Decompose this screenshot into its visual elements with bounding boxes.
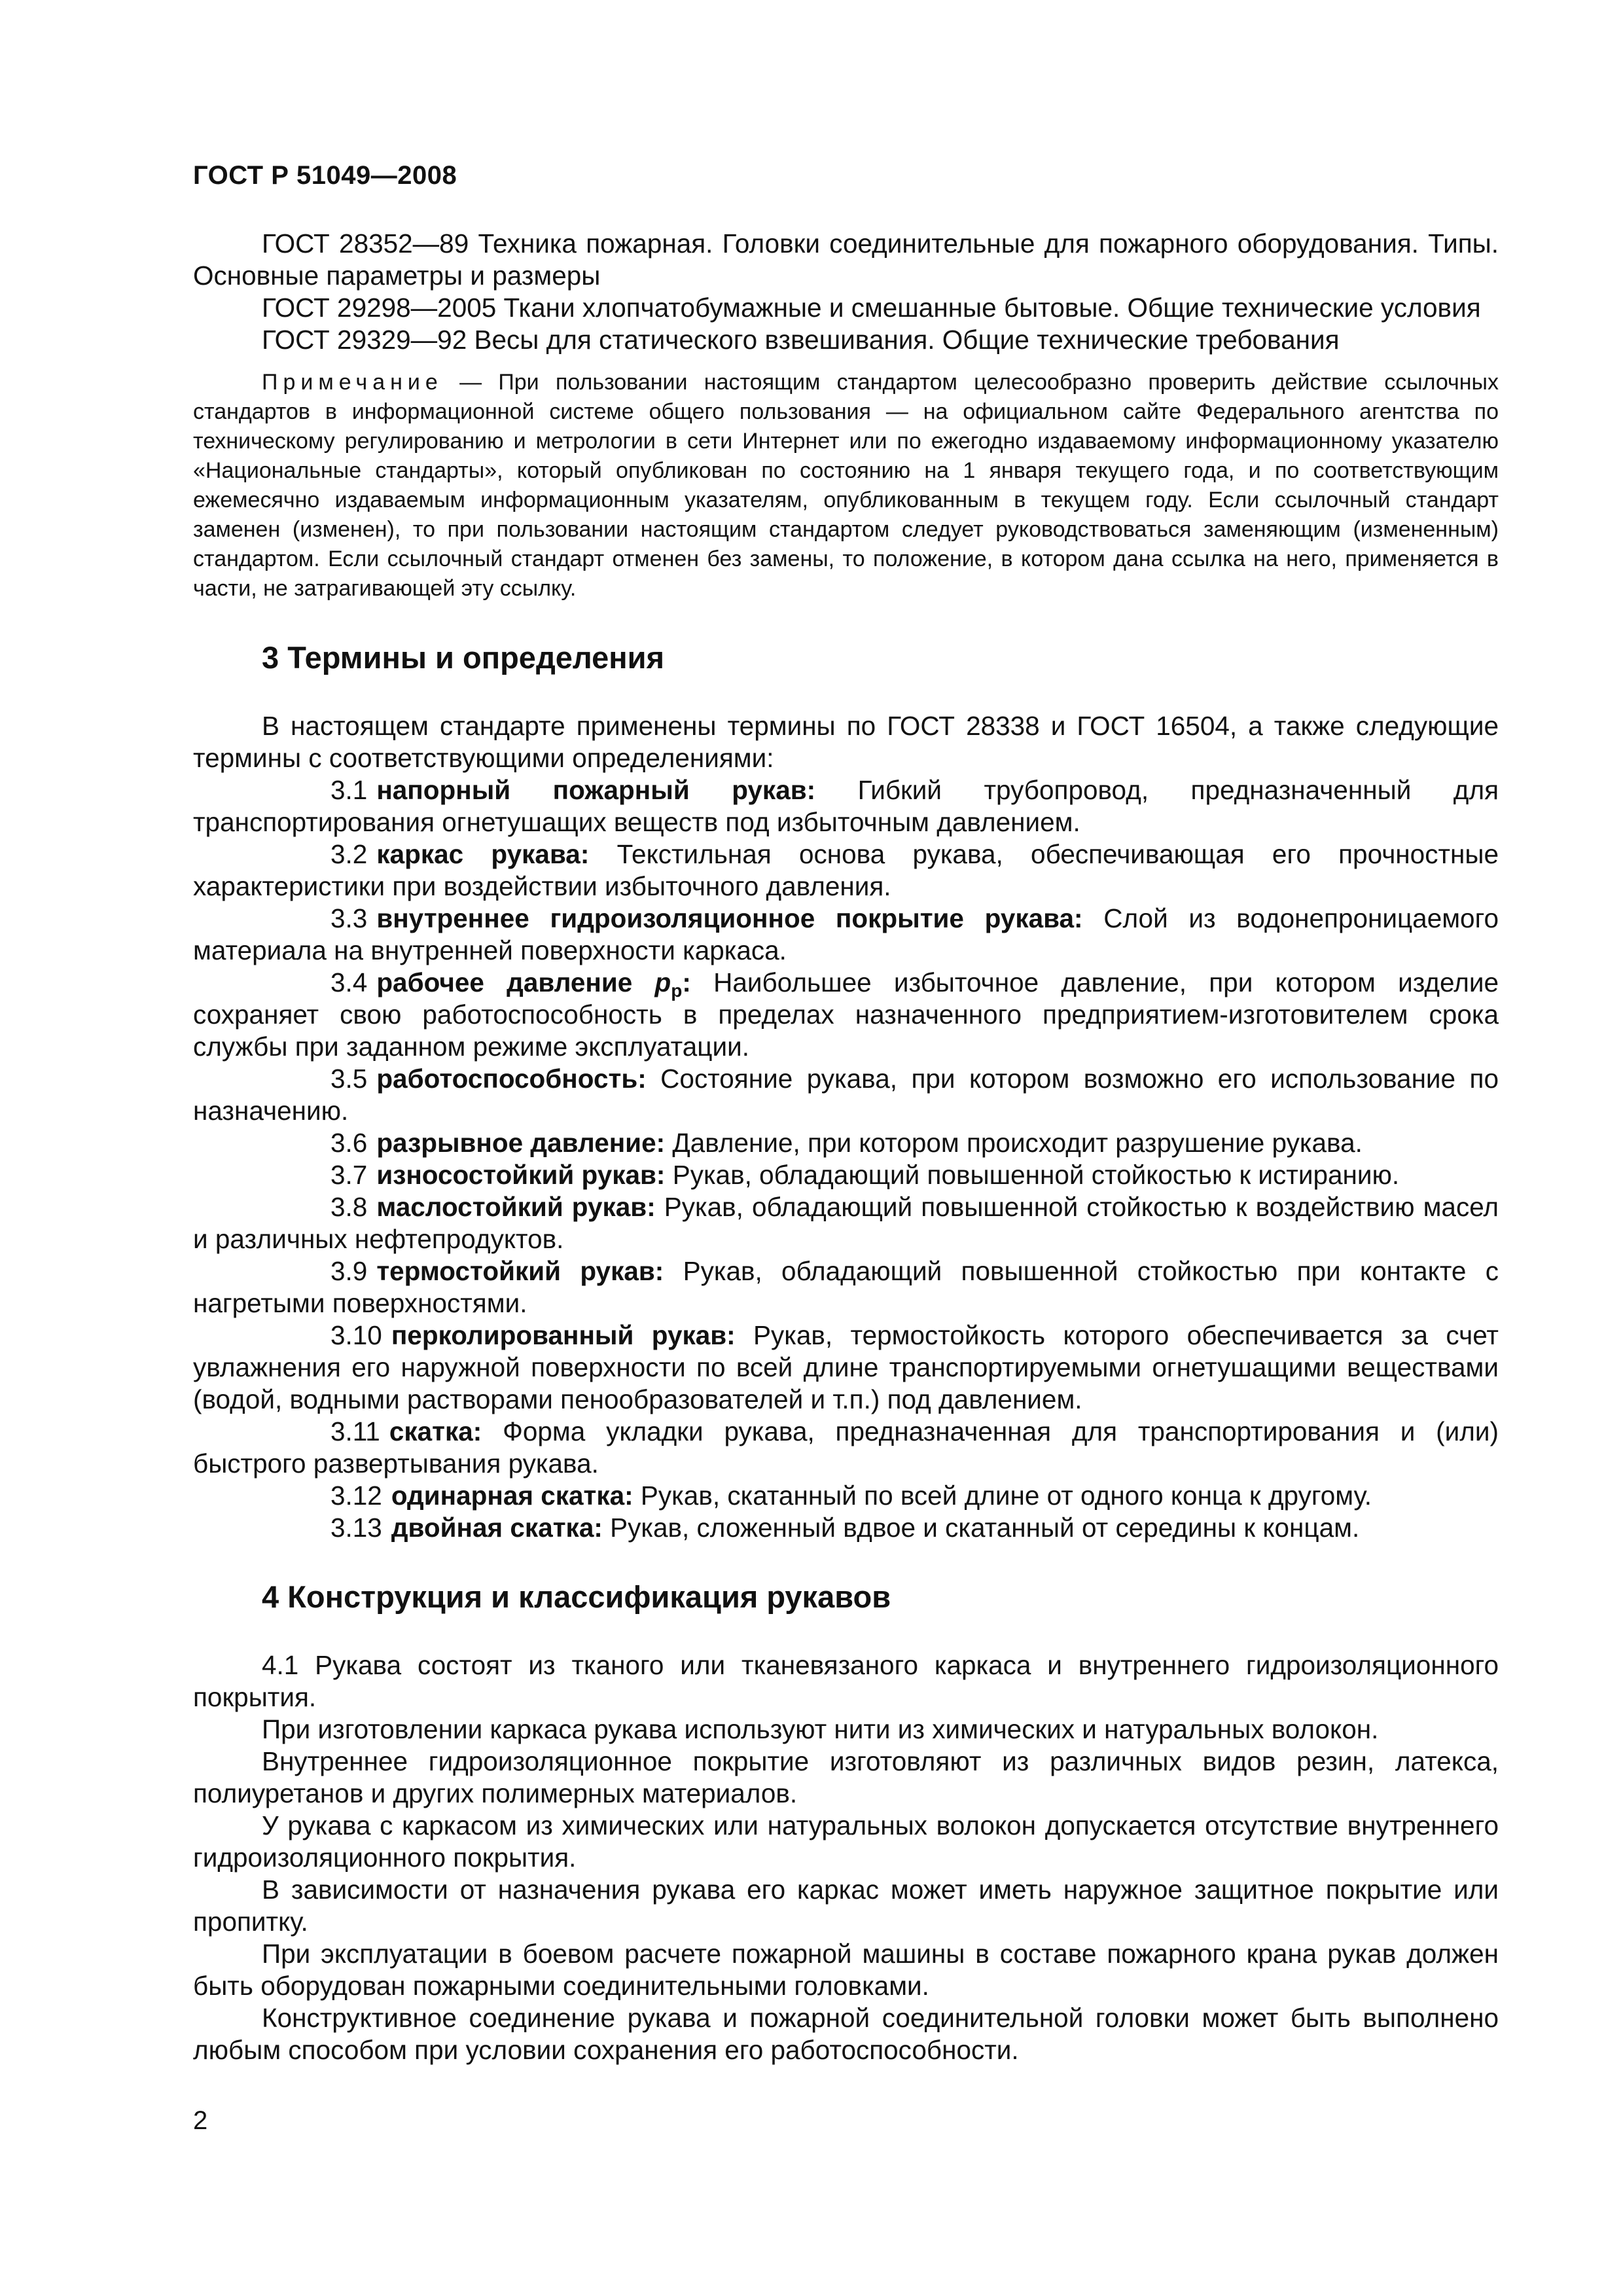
paragraph: При эксплуатации в боевом расчете пожарной машины в составе пожарного крана рукав должен быть оборудован пожарными соединительными головками. bbox=[193, 1939, 1499, 2001]
term-name: термостойкий рукав: bbox=[376, 1256, 664, 1286]
term-name: двойная скатка: bbox=[391, 1513, 603, 1543]
term-number: 3.5 bbox=[330, 1064, 368, 1094]
term-number: 3.3 bbox=[330, 903, 368, 933]
paragraph: В зависимости от назначения рукава его каркас может иметь наружное защитное покрытие или пропитку. bbox=[193, 1874, 1499, 1937]
term-number: 3.10 bbox=[330, 1320, 382, 1350]
term-definition-text: Гибкий трубопровод, предназначенный для транспортирования огнетушащих веществ под избыточным давлением. bbox=[193, 775, 1499, 837]
term-definition-text: Рукав, сложенный вдвое и скатанный от середины к концам. bbox=[602, 1513, 1360, 1543]
note-paragraph bbox=[193, 368, 1499, 603]
section-4-body bbox=[193, 1649, 1499, 2066]
term-name: рабочее давление bbox=[376, 967, 633, 997]
reference-item: ГОСТ 29329—92 Весы для статического взвешивания. Общие технические требования bbox=[262, 325, 1340, 355]
term-name: напорный пожарный рукав: bbox=[376, 775, 816, 805]
section-intro: В настоящем стандарте применены термины по ГОСТ 28338 и ГОСТ 16504, а также следующие термины с соответствующими определениями: bbox=[193, 711, 1499, 773]
term-number: 3.4 bbox=[330, 967, 368, 997]
term-definition-text: Рукав, обладающий повышенной стойкостью при контакте с нагретыми поверхностями. bbox=[193, 1256, 1499, 1318]
term-definition bbox=[193, 1416, 1499, 1480]
term-definition bbox=[193, 1255, 1499, 1319]
paragraph: При изготовлении каркаса рукава используют нити из химических и натуральных волокон. bbox=[262, 1714, 1379, 1744]
term-number: 3.2 bbox=[330, 839, 368, 869]
page-number: 2 bbox=[193, 2106, 208, 2135]
term-definition bbox=[193, 774, 1499, 838]
term-number: 3.1 bbox=[330, 775, 368, 805]
term-definition bbox=[193, 1159, 1499, 1191]
term-name: каркас рукава: bbox=[376, 839, 590, 869]
term-number: 3.12 bbox=[330, 1480, 382, 1511]
term-name: износостойкий рукав: bbox=[376, 1160, 666, 1190]
term-definition bbox=[193, 1319, 1499, 1416]
paragraph: Конструктивное соединение рукава и пожарной соединительной головки может быть выполнено любым способом при условии сохранения его работоспособности. bbox=[193, 2003, 1499, 2065]
term-definition-text: Рукав, обладающий повышенной стойкостью к истиранию. bbox=[665, 1160, 1400, 1190]
term-definition-text: Рукав, термостойкость которого обеспечивается за счет увлажнения его наружной поверхности по всей длине транспортируемыми огнетушащими веществами (водой, водными растворами пенообразователей и т.п.) под давлением. bbox=[193, 1320, 1499, 1414]
section-3 bbox=[193, 638, 1499, 1544]
term-definition bbox=[193, 903, 1499, 967]
term-definition-text: Состояние рукава, при котором возможно его использование по назначению. bbox=[193, 1064, 1499, 1126]
term-symbol: p bbox=[654, 967, 671, 997]
term-definition-text: Наибольшее избыточное давление, при котором изделие сохраняет свою работоспособность в пределах назначенного предприятием-изготовителем срока службы при заданном режиме эксплуатации. bbox=[193, 967, 1499, 1062]
term-definition bbox=[193, 1127, 1499, 1159]
term-name: скатка: bbox=[389, 1416, 482, 1446]
term-number: 3.7 bbox=[330, 1160, 368, 1190]
term-name: перколированный рукав: bbox=[391, 1320, 736, 1350]
term-definition bbox=[193, 967, 1499, 1063]
term-number: 3.8 bbox=[330, 1192, 368, 1222]
term-name: разрывное давление: bbox=[376, 1128, 666, 1158]
term-definition bbox=[193, 1191, 1499, 1255]
term-name: внутреннее гидроизоляционное покрытие рукава: bbox=[376, 903, 1083, 933]
term-number: 3.6 bbox=[330, 1128, 368, 1158]
note-text: — При пользовании настоящим стандартом целесообразно проверить действие ссылочных стандартов в информационной системе общего пользования — на официальном сайте Федерального агентства по техническому регулированию и метрологии в сети Интернет или по ежегодно издаваемому информационному указателю «Национальные стандарты», который опубликован по состоянию на 1 января текущего года, и по соответствующим ежемесячно издаваемым информационным указателям, опубликованным в текущем году. Если ссылочный стандарт заменен (изменен), то при пользовании настоящим стандартом следует руководствоваться заменяющим (измененным) стандартом. Если ссылочный стандарт отменен без замены, то положение, в котором дана ссылка на него, применяется в части, не затрагивающей эту ссылку. bbox=[193, 370, 1499, 601]
term-colon: : bbox=[682, 967, 691, 997]
term-definition bbox=[193, 1480, 1499, 1512]
term-number: 3.9 bbox=[330, 1256, 368, 1286]
term-number: 3.13 bbox=[330, 1513, 382, 1543]
term-definition-text: Рукав, обладающий повышенной стойкостью к воздействию масел и различных нефтепродуктов. bbox=[193, 1192, 1499, 1254]
references-list bbox=[193, 228, 1499, 356]
paragraph: 4.1 Рукава состоят из тканого или тканевязаного каркаса и внутреннего гидроизоляционного покрытия. bbox=[193, 1650, 1499, 1712]
term-definition-text: Давление, при котором происходит разрушение рукава. bbox=[665, 1128, 1363, 1158]
note-label: Примечание bbox=[262, 370, 443, 395]
term-definition-text: Рукав, скатанный по всей длине от одного конца к другому. bbox=[633, 1480, 1372, 1511]
terms-list bbox=[193, 774, 1499, 1544]
term-definition-text: Слой из водонепроницаемого материала на внутренней поверхности каркаса. bbox=[193, 903, 1499, 965]
section-4 bbox=[193, 1577, 1499, 2066]
term-definition-text: Форма укладки рукава, предназначенная для транспортирования и (или) быстрого развертывания рукава. bbox=[193, 1416, 1499, 1479]
paragraph: Внутреннее гидроизоляционное покрытие изготовляют из различных видов резин, латекса, полиуретанов и других полимерных материалов. bbox=[193, 1746, 1499, 1808]
term-definition bbox=[193, 1063, 1499, 1127]
note-block bbox=[193, 368, 1499, 603]
section-heading: 3 Термины и определения bbox=[262, 640, 664, 675]
running-header: ГОСТ Р 51049—2008 bbox=[193, 161, 457, 190]
reference-item: ГОСТ 29298—2005 Ткани хлопчатобумажные и смешанные бытовые. Общие технические условия bbox=[262, 293, 1481, 323]
term-definition bbox=[193, 1512, 1499, 1544]
term-number: 3.11 bbox=[330, 1416, 380, 1446]
reference-item: ГОСТ 28352—89 Техника пожарная. Головки соединительные для пожарного оборудования. Типы. Основные параметры и размеры bbox=[193, 228, 1499, 291]
term-name: маслостойкий рукав: bbox=[376, 1192, 656, 1222]
term-name: работоспособность: bbox=[376, 1064, 647, 1094]
term-definition-text: Текстильная основа рукава, обеспечивающая его прочностные характеристики при воздействии избыточного давления. bbox=[193, 839, 1499, 901]
term-definition bbox=[193, 838, 1499, 903]
term-name: одинарная скатка: bbox=[391, 1480, 633, 1511]
section-heading: 4 Конструкция и классификация рукавов bbox=[262, 1579, 891, 1614]
term-subscript: р bbox=[671, 980, 683, 1001]
paragraph: У рукава с каркасом из химических или натуральных волокон допускается отсутствие внутреннего гидроизоляционного покрытия. bbox=[193, 1810, 1499, 1873]
